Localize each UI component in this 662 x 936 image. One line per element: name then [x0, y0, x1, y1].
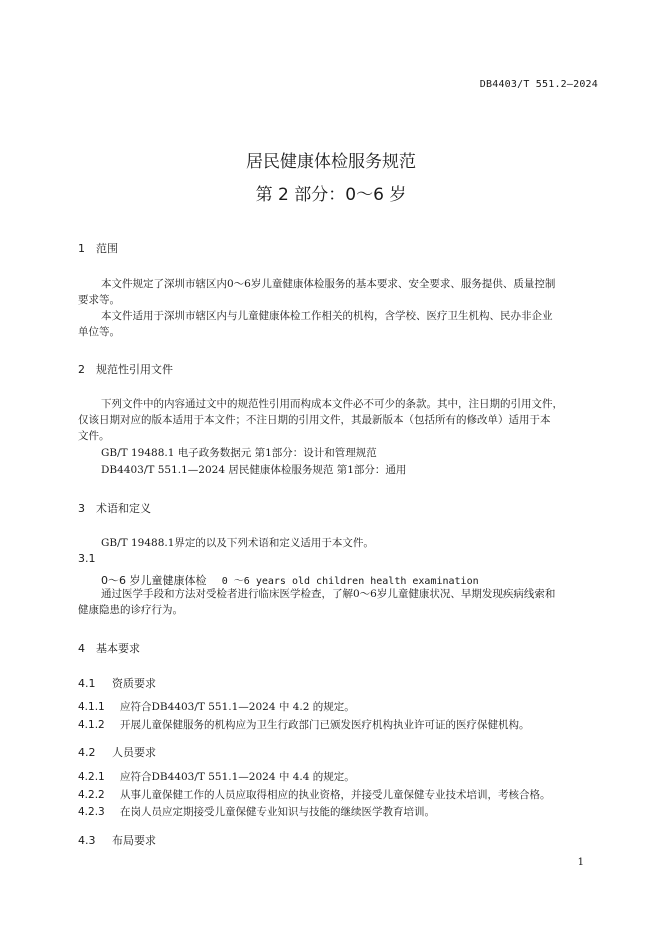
definition-line: 健康隐患的诊疗行为。 — [78, 604, 183, 616]
paragraph-line: 本文件适用于深圳市辖区内与儿童健康体检工作相关的机构，含学校、医疗卫生机构、民办非企业 — [101, 310, 553, 322]
paragraph-line: 仅该日期对应的版本适用于本文件；不注日期的引用文件，其最新版本（包括所有的修改单）适用于本 — [78, 414, 551, 426]
clause-text: 在岗人员应定期接受儿童保健专业知识与技能的继续医学教育培训。 — [120, 806, 435, 818]
section-title: 术语和定义 — [96, 502, 151, 515]
clause-text: 从事儿童保健工作的人员应取得相应的执业资格，并接受儿童保健专业技术培训，考核合格。 — [120, 789, 551, 801]
clause-text: 应符合DB4403/T 551.1—2024 中 4.4 的规定。 — [120, 771, 355, 783]
section-3-heading — [78, 500, 151, 516]
standard-code: DB4403/T 551.2—2024 — [479, 79, 598, 90]
section-number: 1 — [78, 242, 85, 255]
section-title: 基本要求 — [96, 642, 140, 655]
reference-item: DB4403/T 551.1—2024 居民健康体检服务规范 第1部分：通用 — [101, 464, 407, 476]
clause-number: 4.2.2 — [78, 789, 105, 801]
document-subtitle: 第 2 部分：0～6 岁 — [255, 185, 407, 205]
section-number: 2 — [78, 363, 85, 376]
subsection-4-1-heading — [78, 675, 156, 691]
section-title: 规范性引用文件 — [96, 363, 173, 376]
term-english: 0 ～6 years old children health examination — [221, 576, 479, 587]
reference-item: GB/T 19488.1 电子政务数据元 第1部分：设计和管理规范 — [101, 447, 377, 459]
subsection-number: 4.1 — [78, 677, 96, 690]
section-4-heading — [78, 640, 140, 656]
document-title: 居民健康体检服务规范 — [246, 152, 416, 172]
clause-number: 4.2.1 — [78, 771, 105, 783]
page-number: 1 — [577, 857, 584, 868]
clause-4-2-1 — [78, 769, 355, 784]
paragraph-line: 要求等。 — [78, 294, 120, 306]
subsection-number: 4.3 — [78, 834, 96, 847]
section-number: 3 — [78, 502, 85, 515]
clause-4-2-3 — [78, 804, 435, 819]
clause-number: 4.1.2 — [78, 719, 105, 731]
section-title: 范围 — [96, 242, 118, 255]
paragraph-line: 单位等。 — [78, 326, 120, 338]
section-number: 4 — [78, 642, 85, 655]
section-1-heading — [78, 240, 118, 256]
subsection-title: 人员要求 — [112, 746, 156, 759]
clause-4-1-1 — [78, 699, 355, 714]
clause-4-2-2 — [78, 787, 551, 802]
clause-4-1-2 — [78, 717, 530, 732]
section-2-heading — [78, 361, 173, 377]
definition-line: 通过医学手段和方法对受检者进行临床医学检查，了解0～6岁儿童健康状况、早期发现疾病线索和 — [101, 588, 556, 600]
paragraph-line: GB/T 19488.1界定的以及下列术语和定义适用于本文件。 — [101, 537, 374, 549]
term-number: 3.1 — [78, 552, 96, 565]
subsection-4-3-heading — [78, 832, 156, 848]
clause-number: 4.1.1 — [78, 701, 105, 713]
paragraph-line: 文件。 — [78, 430, 110, 442]
subsection-title: 资质要求 — [112, 677, 156, 690]
subsection-title: 布局要求 — [112, 834, 156, 847]
paragraph-line: 下列文件中的内容通过文中的规范性引用而构成本文件必不可少的条款。其中，注日期的引用文件， — [101, 398, 563, 410]
clause-text: 开展儿童保健服务的机构应为卫生行政部门已颁发医疗机构执业许可证的医疗保健机构。 — [120, 719, 530, 731]
subsection-number: 4.2 — [78, 746, 96, 759]
clause-number: 4.2.3 — [78, 806, 105, 818]
clause-text: 应符合DB4403/T 551.1—2024 中 4.2 的规定。 — [120, 701, 355, 713]
term-chinese: 0～6 岁儿童健康体检 — [101, 574, 207, 587]
subsection-4-2-heading — [78, 744, 156, 760]
paragraph-line: 本文件规定了深圳市辖区内0～6岁儿童健康体检服务的基本要求、安全要求、服务提供、质量控制 — [101, 278, 556, 290]
